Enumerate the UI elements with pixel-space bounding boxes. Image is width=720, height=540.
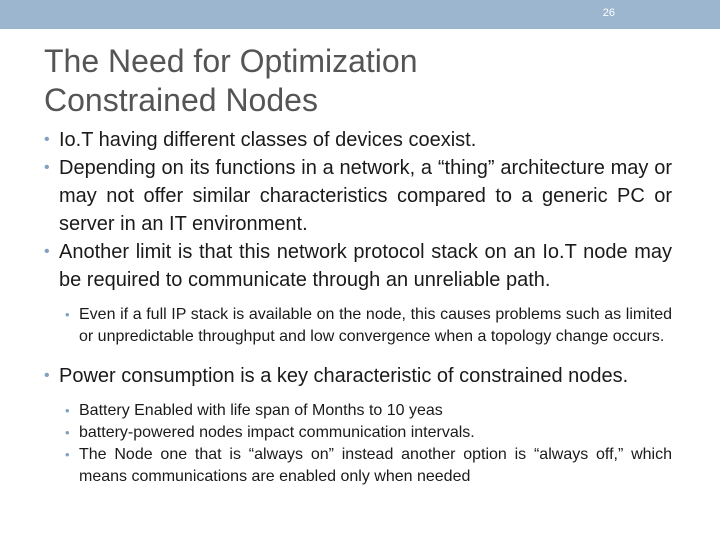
- bullet-thing-architecture: [44, 154, 672, 238]
- slide-header-bar: [0, 0, 720, 29]
- bullet-marker: •: [65, 425, 70, 440]
- slide-title-line-1: The Need for Optimization: [44, 43, 418, 79]
- bullet-marker: •: [65, 447, 70, 462]
- slide-title: [44, 42, 418, 120]
- slide-title-line-2: Constrained Nodes: [44, 82, 318, 118]
- bullet-device-classes: [44, 126, 672, 154]
- bullet-text: The Node one that is “always on” instead another option is “always off,” which means communications are enabled only when needed: [79, 446, 672, 485]
- bullet-text: Power consumption is a key characteristic of constrained nodes.: [59, 365, 629, 387]
- bullet-unreliable-path: [44, 238, 672, 294]
- bullet-text: battery-powered nodes impact communication intervals.: [79, 424, 475, 441]
- bullet-text: Io.T having different classes of devices coexist.: [59, 129, 477, 151]
- bullet-marker: •: [44, 131, 50, 148]
- sub-bullet-battery-life: [44, 400, 672, 422]
- bullet-marker: •: [65, 307, 70, 322]
- sub-bullet-communication-intervals: [44, 422, 672, 444]
- bullet-marker: •: [44, 159, 50, 176]
- slide-number: 26: [602, 7, 615, 19]
- bullet-text: Depending on its functions in a network, a “thing” architecture may or may not offer similar characteristics compared to a generic PC or server in an IT environment.: [59, 157, 672, 235]
- bullet-marker: •: [44, 243, 50, 260]
- sub-bullet-always-on: [44, 444, 672, 488]
- bullet-text: Even if a full IP stack is available on the node, this causes problems such as limited or unpredictable throughput and low convergence when a topology change occurs.: [79, 306, 672, 345]
- bullet-marker: •: [65, 403, 70, 418]
- bullet-power-consumption: [44, 362, 672, 390]
- sub-bullet-ip-stack: [44, 304, 672, 348]
- bullet-text: Another limit is that this network protocol stack on an Io.T node may be required to communicate through an unreliable path.: [59, 241, 672, 291]
- slide-body: [44, 126, 672, 488]
- bullet-text: Battery Enabled with life span of Months to 10 yeas: [79, 402, 443, 419]
- bullet-marker: •: [44, 367, 50, 384]
